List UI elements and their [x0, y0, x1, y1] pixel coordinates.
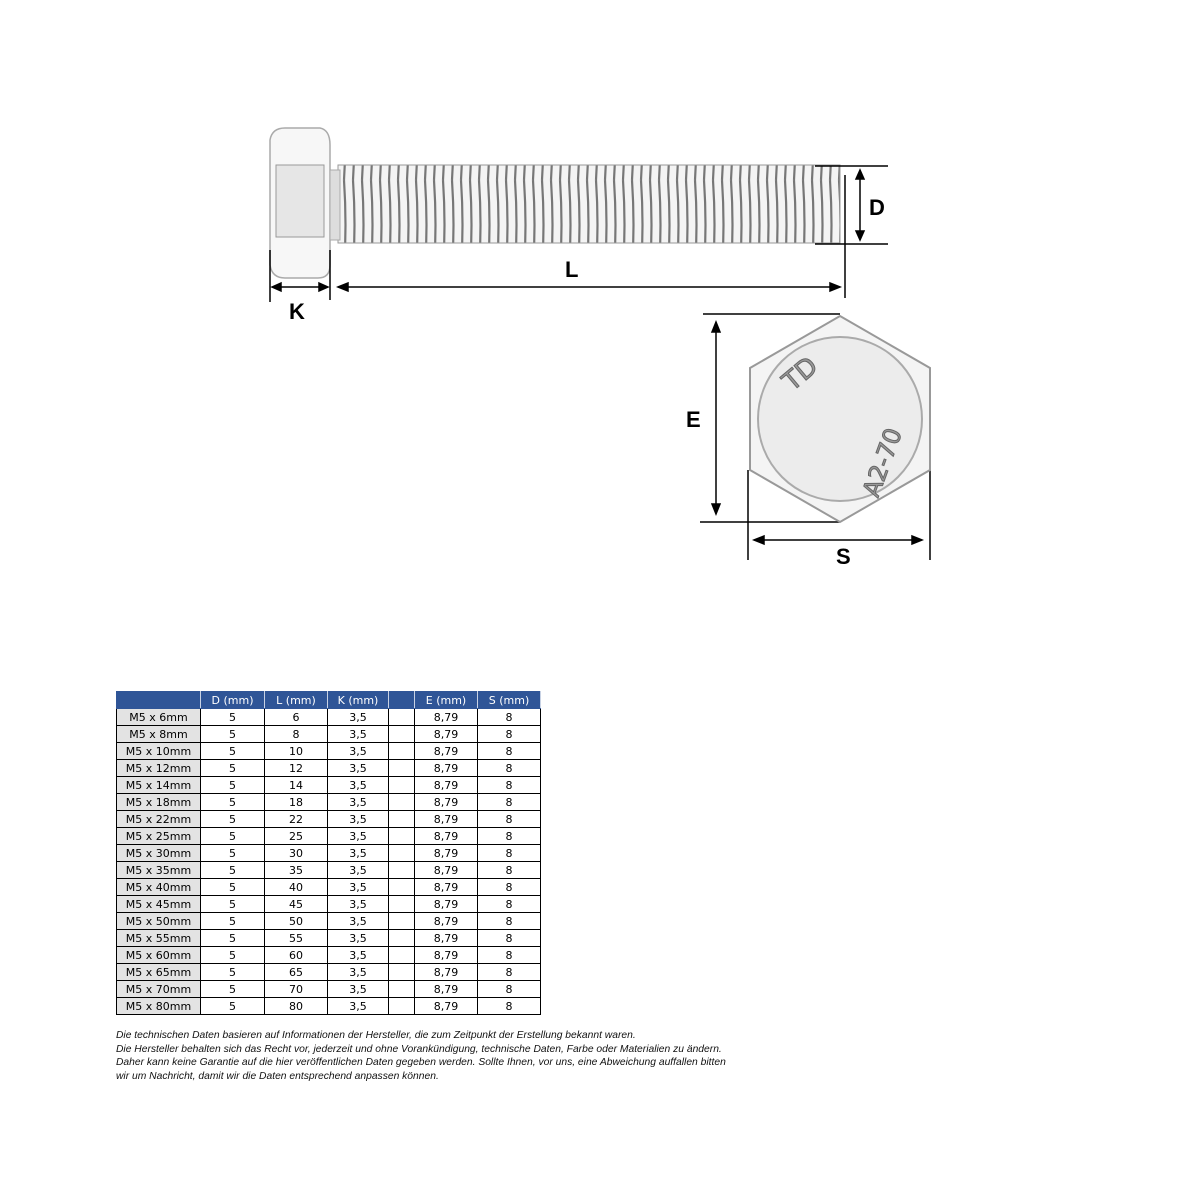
table-cell: 8,79 — [415, 760, 478, 777]
table-cell: 8 — [478, 896, 541, 913]
row-label: M5 x 35mm — [117, 862, 201, 879]
table-cell: 5 — [201, 760, 265, 777]
table-row — [117, 947, 541, 964]
table-cell: 30 — [265, 845, 328, 862]
table-cell: 8,79 — [415, 964, 478, 981]
label-d: D — [869, 195, 885, 220]
table-cell: 70 — [265, 981, 328, 998]
table-cell: 8,79 — [415, 811, 478, 828]
table-cell — [389, 981, 415, 998]
table-cell: 55 — [265, 930, 328, 947]
disclaimer-line: Die technischen Daten basieren auf Informationen der Hersteller, die zum Zeitpunkt der Erstellung bekannt waren. — [116, 1030, 636, 1041]
table-cell: 5 — [201, 862, 265, 879]
row-label: M5 x 25mm — [117, 828, 201, 845]
column-header: S (mm) — [478, 692, 541, 709]
table-header-row — [117, 692, 541, 709]
row-label: M5 x 14mm — [117, 777, 201, 794]
table-cell — [389, 964, 415, 981]
table-row — [117, 930, 541, 947]
table-cell — [389, 947, 415, 964]
column-header: D (mm) — [201, 692, 265, 709]
table-row — [117, 981, 541, 998]
table-row — [117, 862, 541, 879]
table-cell: 3,5 — [328, 726, 389, 743]
table-cell: 8,79 — [415, 998, 478, 1015]
table-cell: 60 — [265, 947, 328, 964]
table-cell — [389, 862, 415, 879]
table-cell: 8 — [478, 981, 541, 998]
column-header — [117, 692, 201, 709]
table-cell: 8 — [478, 743, 541, 760]
table-cell: 80 — [265, 998, 328, 1015]
table-cell: 45 — [265, 896, 328, 913]
row-label: M5 x 40mm — [117, 879, 201, 896]
table-cell — [389, 777, 415, 794]
table-cell: 8 — [478, 828, 541, 845]
table-cell: 8 — [478, 794, 541, 811]
table-row — [117, 743, 541, 760]
table-cell: 8,79 — [415, 794, 478, 811]
disclaimer-line: wir um Nachricht, damit wir die Daten entsprechend anpassen können. — [116, 1070, 439, 1082]
row-label: M5 x 60mm — [117, 947, 201, 964]
table-cell: 5 — [201, 998, 265, 1015]
table-cell: 35 — [265, 862, 328, 879]
table-cell — [389, 743, 415, 760]
table-row — [117, 709, 541, 726]
table-cell: 5 — [201, 964, 265, 981]
bolt-side-view — [270, 128, 840, 278]
table-cell: 5 — [201, 726, 265, 743]
table-cell: 5 — [201, 913, 265, 930]
table-cell: 10 — [265, 743, 328, 760]
table-row — [117, 896, 541, 913]
table-cell: 8 — [478, 811, 541, 828]
table-cell: 5 — [201, 930, 265, 947]
table-cell — [389, 828, 415, 845]
table-row — [117, 845, 541, 862]
table-cell: 8,79 — [415, 981, 478, 998]
table-cell: 22 — [265, 811, 328, 828]
row-label: M5 x 10mm — [117, 743, 201, 760]
head-marking-grade: A2-70 — [857, 424, 908, 501]
table-cell: 3,5 — [328, 964, 389, 981]
table-cell: 5 — [201, 896, 265, 913]
table-cell — [389, 726, 415, 743]
hex-head-top-view — [750, 316, 930, 522]
table-cell: 8,79 — [415, 709, 478, 726]
table-cell: 3,5 — [328, 760, 389, 777]
table-cell: 5 — [201, 879, 265, 896]
table-cell: 3,5 — [328, 709, 389, 726]
table-cell: 3,5 — [328, 845, 389, 862]
row-label: M5 x 18mm — [117, 794, 201, 811]
table-cell: 5 — [201, 828, 265, 845]
table-cell: 3,5 — [328, 828, 389, 845]
table-cell: 6 — [265, 709, 328, 726]
table-cell — [389, 760, 415, 777]
table-cell — [389, 794, 415, 811]
table-cell: 8 — [265, 726, 328, 743]
table-cell: 8,79 — [415, 862, 478, 879]
table-cell: 8,79 — [415, 845, 478, 862]
table-cell — [389, 913, 415, 930]
column-header: L (mm) — [265, 692, 328, 709]
table-cell: 3,5 — [328, 896, 389, 913]
label-s: S — [836, 544, 851, 569]
disclaimer-text — [116, 1029, 726, 1083]
table-cell: 8 — [478, 947, 541, 964]
table-row — [117, 913, 541, 930]
table-row — [117, 828, 541, 845]
table-cell — [389, 879, 415, 896]
table-cell: 65 — [265, 964, 328, 981]
table-cell: 8 — [478, 930, 541, 947]
table-cell: 8 — [478, 845, 541, 862]
table-row — [117, 760, 541, 777]
row-label: M5 x 30mm — [117, 845, 201, 862]
table-cell: 5 — [201, 743, 265, 760]
head-marking-brand: TD — [777, 351, 825, 398]
dimensions-table — [116, 691, 541, 1015]
table-cell: 14 — [265, 777, 328, 794]
table-cell: 5 — [201, 794, 265, 811]
table-cell: 12 — [265, 760, 328, 777]
table-cell: 8 — [478, 913, 541, 930]
column-header: E (mm) — [415, 692, 478, 709]
table-cell: 8,79 — [415, 879, 478, 896]
table-cell — [389, 709, 415, 726]
table-cell — [389, 811, 415, 828]
table-cell: 40 — [265, 879, 328, 896]
row-label: M5 x 55mm — [117, 930, 201, 947]
table-cell: 8,79 — [415, 777, 478, 794]
table-cell: 5 — [201, 845, 265, 862]
table-cell: 8 — [478, 726, 541, 743]
row-label: M5 x 80mm — [117, 998, 201, 1015]
table-cell: 3,5 — [328, 777, 389, 794]
table-cell: 8 — [478, 777, 541, 794]
row-label: M5 x 65mm — [117, 964, 201, 981]
column-header: K (mm) — [328, 692, 389, 709]
table-cell: 8,79 — [415, 913, 478, 930]
table-cell: 3,5 — [328, 811, 389, 828]
table-cell: 5 — [201, 811, 265, 828]
row-label: M5 x 8mm — [117, 726, 201, 743]
table-cell: 3,5 — [328, 862, 389, 879]
table-cell: 3,5 — [328, 913, 389, 930]
table-row — [117, 964, 541, 981]
table-row — [117, 811, 541, 828]
label-e: E — [686, 407, 701, 432]
label-l: L — [565, 257, 579, 282]
row-label: M5 x 22mm — [117, 811, 201, 828]
label-k: K — [289, 299, 305, 324]
table-cell: 3,5 — [328, 743, 389, 760]
table-cell: 8,79 — [415, 726, 478, 743]
disclaimer-line: Daher kann keine Garantie auf die hier veröffentlichen Daten gegeben werden. Sollte Ihnen, vor uns, eine Abweichung auffallen bitten — [116, 1057, 726, 1068]
table-cell: 18 — [265, 794, 328, 811]
table-row — [117, 794, 541, 811]
table-cell: 8 — [478, 998, 541, 1015]
table-cell: 25 — [265, 828, 328, 845]
table-cell: 3,5 — [328, 947, 389, 964]
table-cell: 3,5 — [328, 879, 389, 896]
table-cell: 3,5 — [328, 794, 389, 811]
table-cell: 8,79 — [415, 947, 478, 964]
table-row — [117, 998, 541, 1015]
table-cell: 8 — [478, 709, 541, 726]
row-label: M5 x 45mm — [117, 896, 201, 913]
table-cell: 8 — [478, 760, 541, 777]
table-cell — [389, 998, 415, 1015]
table-cell: 8 — [478, 879, 541, 896]
column-header — [389, 692, 415, 709]
table-cell: 5 — [201, 709, 265, 726]
table-cell: 3,5 — [328, 930, 389, 947]
table-row — [117, 726, 541, 743]
table-row — [117, 879, 541, 896]
table-cell: 3,5 — [328, 998, 389, 1015]
row-label: M5 x 12mm — [117, 760, 201, 777]
table-cell: 8,79 — [415, 743, 478, 760]
table-cell: 8,79 — [415, 828, 478, 845]
table-cell: 5 — [201, 777, 265, 794]
table-cell — [389, 845, 415, 862]
row-label: M5 x 6mm — [117, 709, 201, 726]
table-cell: 50 — [265, 913, 328, 930]
table-row — [117, 777, 541, 794]
table-cell: 8 — [478, 964, 541, 981]
table-cell: 8,79 — [415, 896, 478, 913]
table-cell: 5 — [201, 981, 265, 998]
disclaimer-line: Die Hersteller behalten sich das Recht vor, jederzeit und ohne Vorankündigung, technische Daten, Farbe oder Materialien zu ändern. — [116, 1043, 722, 1055]
table-cell — [389, 896, 415, 913]
table-cell: 8,79 — [415, 930, 478, 947]
row-label: M5 x 70mm — [117, 981, 201, 998]
table-cell: 5 — [201, 947, 265, 964]
table-cell: 3,5 — [328, 981, 389, 998]
table-cell — [389, 930, 415, 947]
row-label: M5 x 50mm — [117, 913, 201, 930]
table-cell: 8 — [478, 862, 541, 879]
